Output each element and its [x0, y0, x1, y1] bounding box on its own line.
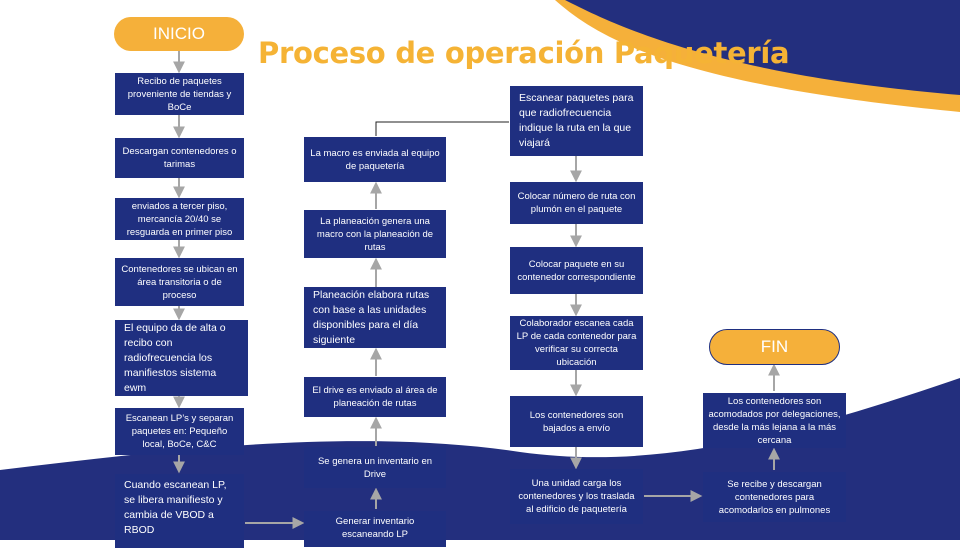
step-planeacion-macro: La planeación genera una macro con la planeación de rutas: [304, 210, 446, 258]
step-verificar-ubicacion: Colaborador escanea cada LP de cada contenedor para verificar su correcta ubicación: [510, 316, 643, 370]
step-unidad-carga: Una unidad carga los contenedores y los traslada al edificio de paquetería: [510, 469, 643, 524]
step-numero-ruta: Colocar número de ruta con plumón en el paquete: [510, 182, 643, 224]
step-descargan-contenedores: Descargan contenedores o tarimas: [115, 138, 244, 178]
step-colocar-contenedor: Colocar paquete en su contenedor correspondiente: [510, 247, 643, 294]
step-bajados-envio: Los contenedores son bajados a envío: [510, 396, 643, 447]
step-area-transitoria: Contenedores se ubican en área transitoria o de proceso: [115, 258, 244, 306]
step-macro-enviada: La macro es enviada al equipo de paquetería: [304, 137, 446, 182]
step-libera-manifiesto: Cuando escanean LP, se libera manifiesto y cambia de VBOD a RBOD: [115, 474, 244, 548]
elbow-c2-1-to-c3-1: [376, 122, 509, 136]
inicio-terminal: INICIO: [114, 17, 244, 51]
fin-terminal: FIN: [709, 329, 840, 365]
step-planeacion-rutas: Planeación elabora rutas con base a las unidades disponibles para el día siguiente: [304, 287, 446, 348]
step-generar-inventario: Generar inventario escaneando LP: [304, 511, 446, 547]
page-title: Proceso de operación Paquetería: [258, 36, 790, 70]
step-enviados-tercer-piso: enviados a tercer piso, mercancía 20/40 se resguarda en primer piso: [115, 198, 244, 240]
step-drive-enviado: El drive es enviado al área de planeación de rutas: [304, 377, 446, 417]
step-escanear-paquetes: Escanear paquetes para que radiofrecuencia indique la ruta en la que viajará: [510, 86, 643, 156]
step-acomodados-delegaciones: Los contenedores son acomodados por delegaciones, desde la más lejana a la más cercana: [703, 393, 846, 448]
step-recibo-paquetes: Recibo de paquetes proveniente de tiendas y BoCe: [115, 73, 244, 115]
step-escanean-lps: Escanean LP’s y separan paquetes en: Pequeño local, BoCe, C&C: [115, 408, 244, 455]
step-recibe-descargan: Se recibe y descargan contenedores para acomodarlos en pulmones: [703, 472, 846, 522]
step-inventario-drive: Se genera un inventario en Drive: [304, 447, 446, 488]
step-alta-radiofrecuencia: El equipo da de alta o recibo con radiofrecuencia los manifiestos sistema ewm: [115, 320, 248, 396]
